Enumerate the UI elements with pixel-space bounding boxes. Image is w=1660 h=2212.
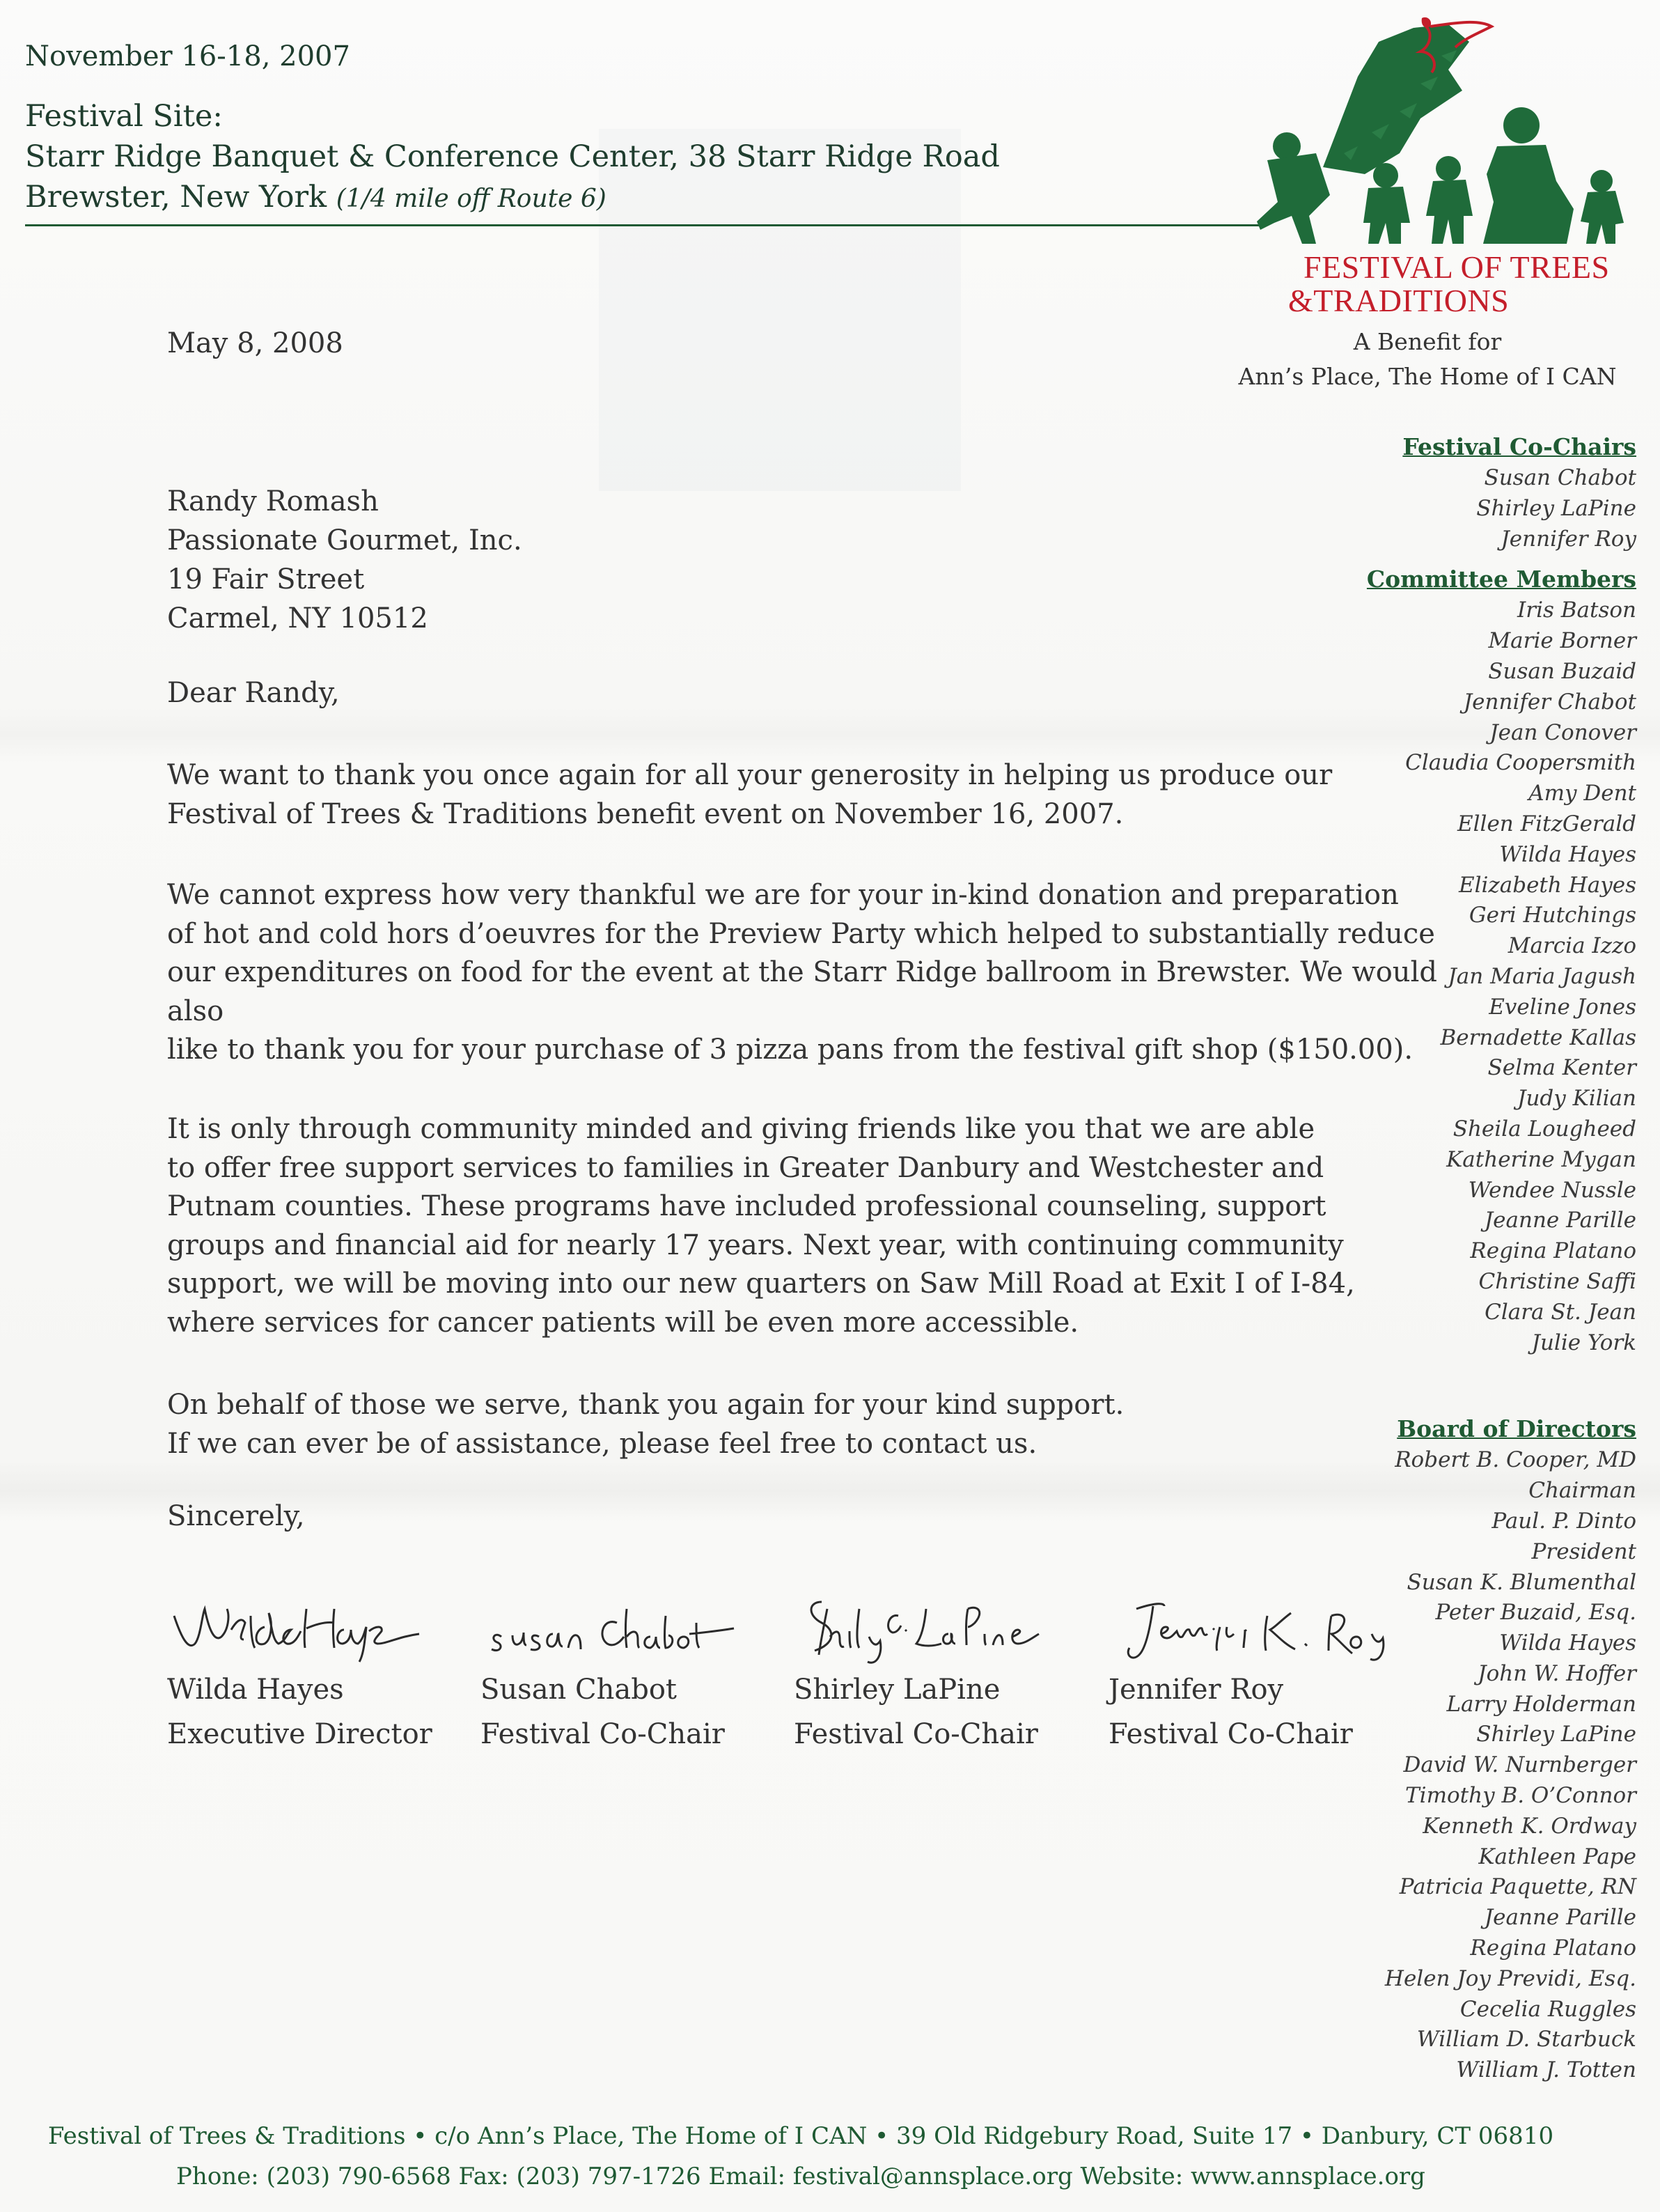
sidebar-name: Clara St. Jean	[1485, 1299, 1636, 1325]
sidebar-name: Kenneth K. Ordway	[1423, 1813, 1636, 1839]
signatory-susan-chabot	[480, 1588, 745, 1754]
sidebar-name: Larry Holderman	[1446, 1691, 1636, 1717]
sidebar-name: Regina Platano	[1470, 1238, 1636, 1264]
sidebar-name: Shirley LaPine	[1476, 1722, 1636, 1747]
sidebar-name: Katherine Mygan	[1446, 1146, 1636, 1172]
sidebar-name: Bernadette Kallas	[1440, 1025, 1636, 1050]
sidebar-name: Susan Chabot	[1484, 465, 1636, 490]
sidebar-name: Jeanne Parille	[1484, 1905, 1636, 1931]
sidebar-name: Peter Buzaid, Esq.	[1435, 1600, 1636, 1626]
salutation: Dear Randy,	[167, 677, 340, 709]
letter-date: May 8, 2008	[167, 327, 343, 359]
sidebar-name: Amy Dent	[1528, 781, 1636, 807]
sidebar-name: Helen Joy Previdi, Esq.	[1384, 1965, 1636, 1991]
signature-block	[167, 1588, 1420, 1769]
sidebar-name: Ellen FitzGerald	[1457, 811, 1636, 836]
sidebar-name: Timothy B. O’Connor	[1405, 1783, 1636, 1809]
sidebar-name: Geri Hutchings	[1469, 903, 1636, 928]
sidebar-name: Jean Conover	[1489, 719, 1636, 745]
signatory-name: Wilda Hayes	[167, 1674, 344, 1706]
paragraph-3: It is only through community minded and giving friends like you that we are able to offer free support services to families in Greater Danbury and Westchester and Putnam counties. These programs have included professional counseling, support groups and financial aid for nearly 17 years. Next year, with continuing community support, we will be moving into our new quarters on Saw Mill Road at Exit I of I-84, where services for cancer patients will be even more accessible.	[167, 1113, 1355, 1339]
recipient-company: Passionate Gourmet, Inc.	[167, 524, 522, 556]
festival-logo-title: FESTIVAL OF TREES &TRADITIONS	[1288, 249, 1610, 318]
signatory-name: Susan Chabot	[480, 1674, 677, 1706]
cochairs-heading: Festival Co-Chairs	[1402, 433, 1636, 460]
organization-sidebar	[1344, 433, 1636, 2086]
signatory-title: Festival Co-Chair	[1109, 1718, 1353, 1750]
sidebar-name: Jeanne Parille	[1484, 1208, 1636, 1233]
sidebar-name: Patricia Paquette, RN	[1399, 1874, 1636, 1900]
sidebar-name: Wilda Hayes	[1499, 841, 1636, 867]
sidebar-name: Robert B. Cooper, MD	[1395, 1447, 1636, 1473]
sidebar-name: Shirley LaPine	[1476, 495, 1636, 521]
recipient-name: Randy Romash	[167, 485, 379, 517]
benefit-tagline: A Benefit for Ann’s Place, The Home of I CAN	[1238, 328, 1617, 390]
sidebar-name: William D. Starbuck	[1416, 2027, 1636, 2053]
sidebar-name: Jan Maria Jagush	[1448, 963, 1636, 989]
sidebar-name: Wendee Nussle	[1468, 1177, 1636, 1203]
paragraph-4: On behalf of those we serve, thank you again for your kind support. If we can ever be of assistance, please feel free to contact us.	[167, 1389, 1125, 1460]
sidebar-name: Julie York	[1531, 1330, 1636, 1355]
board-heading: Board of Directors	[1397, 1415, 1636, 1443]
sidebar-name: Wilda Hayes	[1499, 1630, 1636, 1656]
festival-site-city: Brewster, New York (1/4 mile off Route 6)	[25, 180, 606, 215]
cochairs-list	[1344, 463, 1636, 554]
sidebar-name: Chairman	[1528, 1478, 1636, 1504]
sidebar-name: Susan Buzaid	[1488, 658, 1636, 684]
signatory-name: Shirley LaPine	[794, 1674, 1001, 1706]
sidebar-name: President	[1531, 1539, 1636, 1564]
sidebar-name: Elizabeth Hayes	[1458, 872, 1636, 898]
signatory-title: Executive Director	[167, 1718, 432, 1750]
sidebar-name: Iris Batson	[1517, 598, 1636, 623]
committee-heading: Committee Members	[1366, 566, 1636, 593]
sidebar-name: David W. Nurnberger	[1403, 1752, 1636, 1778]
recipient-address	[167, 482, 522, 638]
signatory-shirley-lapine	[794, 1588, 1058, 1754]
sidebar-name: Christine Saffi	[1478, 1268, 1636, 1294]
sidebar-name: Jennifer Chabot	[1463, 689, 1636, 715]
letterhead	[25, 40, 1278, 219]
signatory-name: Jennifer Roy	[1109, 1674, 1284, 1706]
signatory-title: Festival Co-Chair	[480, 1718, 725, 1750]
festival-site-label: Festival Site:	[25, 99, 223, 134]
sidebar-name: John W. Hoffer	[1478, 1660, 1636, 1686]
footer-address: Festival of Trees & Traditions • c/o Ann’s Place, The Home of I CAN • 39 Old Ridgebury Road, Suite 17 • Danbury, CT 06810	[47, 2122, 1554, 2150]
sidebar-name: Sheila Lougheed	[1452, 1116, 1636, 1142]
family-carrying-tree-logo-art	[1239, 14, 1629, 251]
closing: Sincerely,	[167, 1500, 305, 1532]
festival-dates: November 16-18, 2007	[25, 40, 350, 72]
signatory-title: Festival Co-Chair	[794, 1718, 1038, 1750]
sidebar-name: Eveline Jones	[1489, 994, 1636, 1020]
handwritten-signature	[794, 1588, 1058, 1665]
sidebar-name: Kathleen Pape	[1478, 1844, 1636, 1869]
recipient-street: 19 Fair Street	[167, 563, 365, 595]
letter-footer	[0, 2116, 1602, 2197]
route-note: (1/4 mile off Route 6)	[336, 185, 606, 213]
signatory-jennifer-roy	[1109, 1588, 1401, 1754]
sidebar-name: William J. Totten	[1456, 2057, 1636, 2083]
handwritten-signature	[480, 1588, 745, 1665]
signatory-wilda-hayes	[167, 1588, 432, 1754]
paragraph-1: We want to thank you once again for all your generosity in helping us produce our Festival of Trees & Traditions benefit event on November 16, 2007.	[167, 759, 1333, 830]
handwritten-signature	[1109, 1588, 1401, 1665]
sidebar-name: Susan K. Blumenthal	[1407, 1569, 1636, 1595]
cochairs-section	[1344, 433, 1636, 554]
sidebar-name: Jennifer Roy	[1501, 526, 1636, 552]
letterhead-rule	[25, 224, 1264, 226]
sidebar-name: Paul. P. Dinto	[1491, 1508, 1636, 1534]
festival-site-address: Starr Ridge Banquet & Conference Center, 38 Starr Ridge Road	[25, 139, 1000, 174]
footer-contact: Phone: (203) 790-6568 Fax: (203) 797-1726 Email: festival@annsplace.org Website: www.annsplace.org	[176, 2163, 1425, 2190]
sidebar-name: Selma Kenter	[1487, 1055, 1636, 1081]
handwritten-signature	[167, 1588, 432, 1665]
sidebar-name: Regina Platano	[1470, 1936, 1636, 1961]
sidebar-name: Judy Kilian	[1517, 1086, 1636, 1112]
festival-logo	[1239, 14, 1629, 320]
sidebar-name: Claudia Coopersmith	[1405, 750, 1636, 776]
sidebar-name: Marcia Izzo	[1508, 933, 1636, 959]
recipient-city: Carmel, NY 10512	[167, 602, 428, 634]
sidebar-name: Cecelia Ruggles	[1459, 1996, 1636, 2022]
paragraph-2: We cannot express how very thankful we are for your in-kind donation and preparation of hot and cold hors d’oeuvres for the Preview Party which helped to substantially reduce our expenditures on food for the event at the Starr Ridge ballroom in Brewster. We would also like to thank you for your purchase of 3 pizza pans from the festival gift shop ($150.00).	[167, 879, 1437, 1066]
sidebar-name: Marie Borner	[1488, 628, 1636, 654]
